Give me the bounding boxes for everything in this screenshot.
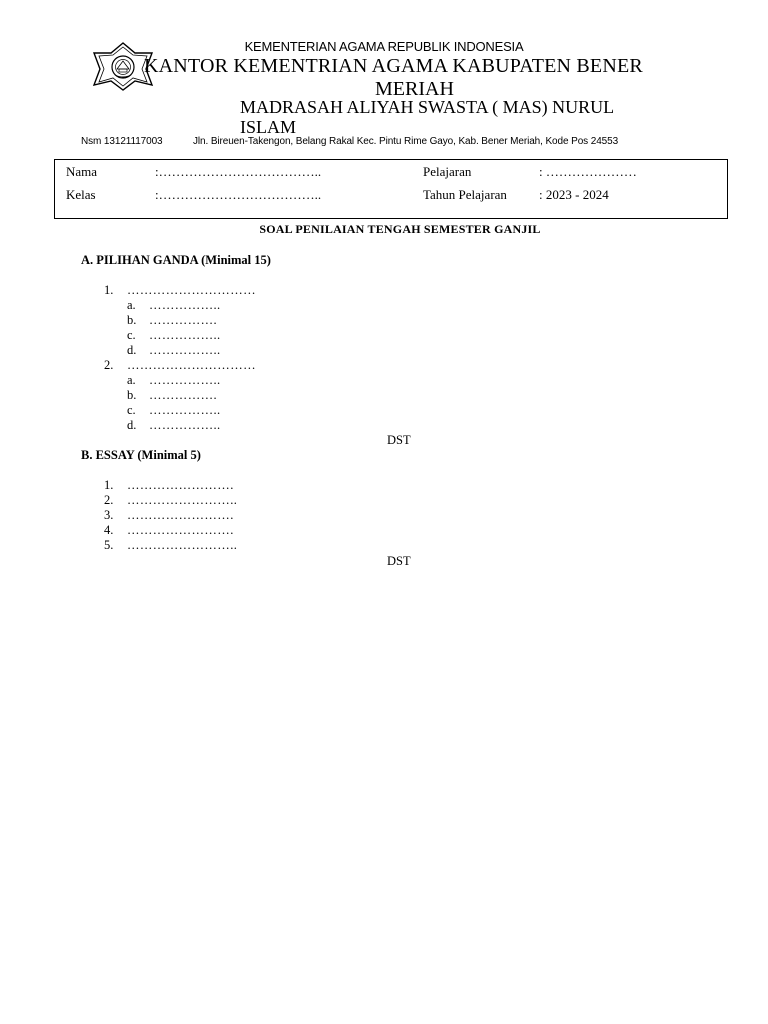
section-b-dst: DST <box>387 554 411 568</box>
question-text: ………………………… <box>127 283 256 297</box>
section-a-heading: A. PILIHAN GANDA (Minimal 15) <box>81 253 271 267</box>
section-b-heading: B. ESSAY (Minimal 5) <box>81 448 201 462</box>
essay-number: 5. <box>104 538 114 552</box>
essay-text: ……………………. <box>127 523 234 537</box>
option-text: …………….. <box>149 373 221 387</box>
option-letter: c. <box>127 403 136 417</box>
kelas-label: Kelas <box>66 187 96 202</box>
option-letter: d. <box>127 343 137 357</box>
exam-title: SOAL PENILAIAN TENGAH SEMESTER GANJIL <box>259 222 541 236</box>
question-number: 2. <box>104 358 114 372</box>
essay-number: 1. <box>104 478 114 492</box>
essay-number: 4. <box>104 523 114 537</box>
essay-number: 3. <box>104 508 114 522</box>
option-text: …………….. <box>149 343 221 357</box>
option-letter: a. <box>127 373 136 387</box>
essay-number: 2. <box>104 493 114 507</box>
essay-text: …………………….. <box>127 538 238 552</box>
option-text: …………….. <box>149 418 221 432</box>
option-letter: b. <box>127 313 137 327</box>
section-a-dst: DST <box>387 433 411 447</box>
school-name-line1: MADRASAH ALIYAH SWASTA ( MAS) NURUL <box>240 97 615 117</box>
essay-text: …………………….. <box>127 493 238 507</box>
option-text: …………….. <box>149 298 221 312</box>
nama-field[interactable]: :……………………………….. <box>155 164 322 179</box>
option-letter: a. <box>127 298 136 312</box>
pelajaran-label: Pelajaran <box>423 164 472 179</box>
tahun-pelajaran-label: Tahun Pelajaran <box>423 187 507 202</box>
kelas-field[interactable]: :……………………………….. <box>155 187 322 202</box>
option-text: ……………. <box>149 313 218 327</box>
essay-text: ……………………. <box>127 508 234 522</box>
tahun-pelajaran-value: : 2023 - 2024 <box>539 187 609 202</box>
office-name-line1: KANTOR KEMENTRIAN AGAMA KABUPATEN BENER <box>144 55 643 77</box>
essay-text: ……………………. <box>127 478 234 492</box>
option-text: …………….. <box>149 403 221 417</box>
school-name-line2: ISLAM <box>240 117 297 137</box>
option-letter: c. <box>127 328 136 342</box>
option-letter: b. <box>127 388 137 402</box>
option-letter: d. <box>127 418 137 432</box>
question-text: ………………………… <box>127 358 256 372</box>
option-text: …………….. <box>149 328 221 342</box>
school-address: Jln. Bireuen-Takengon, Belang Rakal Kec. Pintu Rime Gayo, Kab. Bener Meriah, Kode Pos 24553 <box>193 136 619 147</box>
ministry-title: KEMENTERIAN AGAMA REPUBLIK INDONESIA <box>244 39 524 54</box>
pelajaran-field[interactable]: : ………………… <box>539 164 637 179</box>
nama-label: Nama <box>66 164 98 179</box>
nsm-number: Nsm 13121117003 <box>81 136 163 147</box>
office-name-line2: MERIAH <box>375 78 454 100</box>
option-text: ……………. <box>149 388 218 402</box>
question-number: 1. <box>104 283 114 297</box>
